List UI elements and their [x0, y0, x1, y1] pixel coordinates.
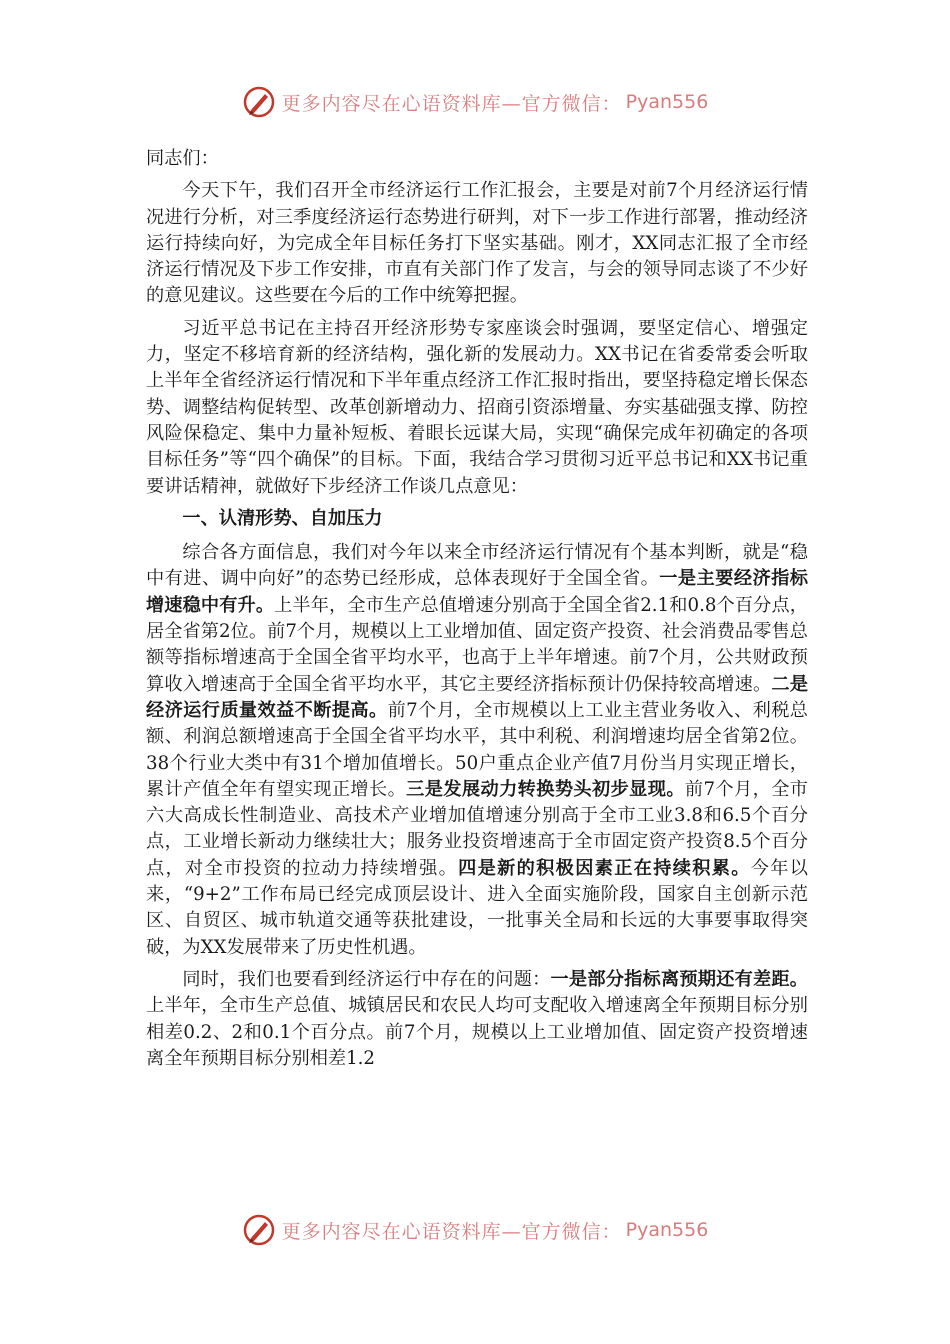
banner-text: 更多内容尽在心语资料库—官方微信： — [281, 92, 622, 115]
p3-text-5: 今年以来，“9+2”工作布局已经完成顶层设计、进入全面实施阶段，国家自主创新示范区、自贸区、城市轨道交通等获批建设，一批事关全局和长远的大事要事取得突破，为XX发展带来了历史性机遇。 — [146, 857, 808, 958]
header-banner[interactable] — [0, 82, 950, 122]
p4-text-1: 同时，我们也要看到经济运行中存在的问题： — [182, 968, 551, 990]
p4-bold-1: 一是部分指标离预期还有差距。 — [550, 968, 808, 990]
paragraph-1: 今天下午，我们召开全市经济运行工作汇报会，主要是对前7个月经济运行情况进行分析，对三季度经济运行态势进行研判，对下一步工作进行部署，推动经济运行持续向好，为完成全年目标任务打下坚实基础。刚才，XX同志汇报了全市经济运行情况及下步工作安排，市直有关部门作了发言，与会的领导同志谈了不少好的意见建议。这些要在今后的工作中统筹把握。 — [146, 180, 808, 307]
paragraph-2: 习近平总书记在主持召开经济形势专家座谈会时强调，要坚定信心、增强定力，坚定不移培育新的经济结构，强化新的发展动力。XX书记在省委常委会听取上半年全省经济运行情况和下半年重点经济工作汇报时指出，要坚持稳定增长保态势、调整结构促转型、改革创新增动力、招商引资添增量、夯实基础强支撑、防控风险保稳定、集中力量补短板、着眼长远谋大局，实现“确保完成年初确定的各项目标任务”等“四个确保”的目标。下面，我结合学习贯彻习近平总书记和XX书记重要讲话精神，就做好下步经济工作谈几点意见： — [146, 317, 808, 497]
p3-text-3: 前7个月，全市规模以上工业主营业务收入、利税总额、利润总额增速高于全国全省平均水平，其中利税、利润增速均居全省第2位。38个行业大类中有31个增加值增长。50户重点企业产值7月份当月实现正增长，累计产值全年有望实现正增长。 — [146, 699, 808, 800]
salutation: 同志们： — [146, 148, 219, 169]
p3-bold-1: 一是主要经济指标增速稳中有升。 — [146, 568, 808, 616]
p3-bold-3: 三是发展动力转换势头初步显现。 — [406, 778, 685, 800]
p4-text-2: 上半年，全市生产总值、城镇居民和农民人均可支配收入增速离全年预期目标分别相差0.2、2和0.1个百分点。前7个月，规模以上工业增加值、固定资产投资增速离全年预期目标分别相差1.2 — [146, 995, 808, 1069]
footer-banner[interactable] — [0, 1210, 950, 1250]
pen-logo-icon — [242, 85, 276, 119]
section-heading-1: 一、认清形势、自加压力 — [182, 507, 383, 529]
paragraph-4 — [146, 967, 808, 1072]
p3-bold-2: 二是经济运行质量效益不断提高。 — [146, 673, 808, 721]
document-body — [146, 146, 808, 1078]
p3-bold-4: 四是新的积极因素正在持续积累。 — [458, 857, 751, 879]
pen-logo-icon — [242, 1213, 276, 1247]
p3-text-1: 综合各方面信息，我们对今年以来全市经济运行情况有个基本判断，就是“稳中有进、调中向好”的态势已经形成，总体表现好于全国全省。 — [146, 542, 808, 590]
p3-text-4: 前7个月，全市六大高成长性制造业、高技术产业增加值增速分别高于全市工业3.8和6.5个百分点，工业增长新动力继续壮大；服务业投资增速高于全市固定资产投资8.5个百分点，对全市投资的拉动力持续增强。 — [146, 778, 808, 879]
banner-text: 更多内容尽在心语资料库—官方微信： — [281, 1220, 622, 1243]
p3-text-2: 上半年，全市生产总值增速分别高于全国全省2.1和0.8个百分点，居全省第2位。前7个月，规模以上工业增加值、固定资产投资、社会消费品零售总额等指标增速高于全国全省平均水平，也高于上半年增速。前7个月，公共财政预算收入增速高于全国全省平均水平，其它主要经济指标预计仍保持较高增速。 — [146, 594, 808, 695]
banner-wechat-id: Pyan556 — [625, 1219, 709, 1241]
banner-wechat-id: Pyan556 — [625, 91, 709, 113]
paragraph-3 — [146, 540, 808, 961]
